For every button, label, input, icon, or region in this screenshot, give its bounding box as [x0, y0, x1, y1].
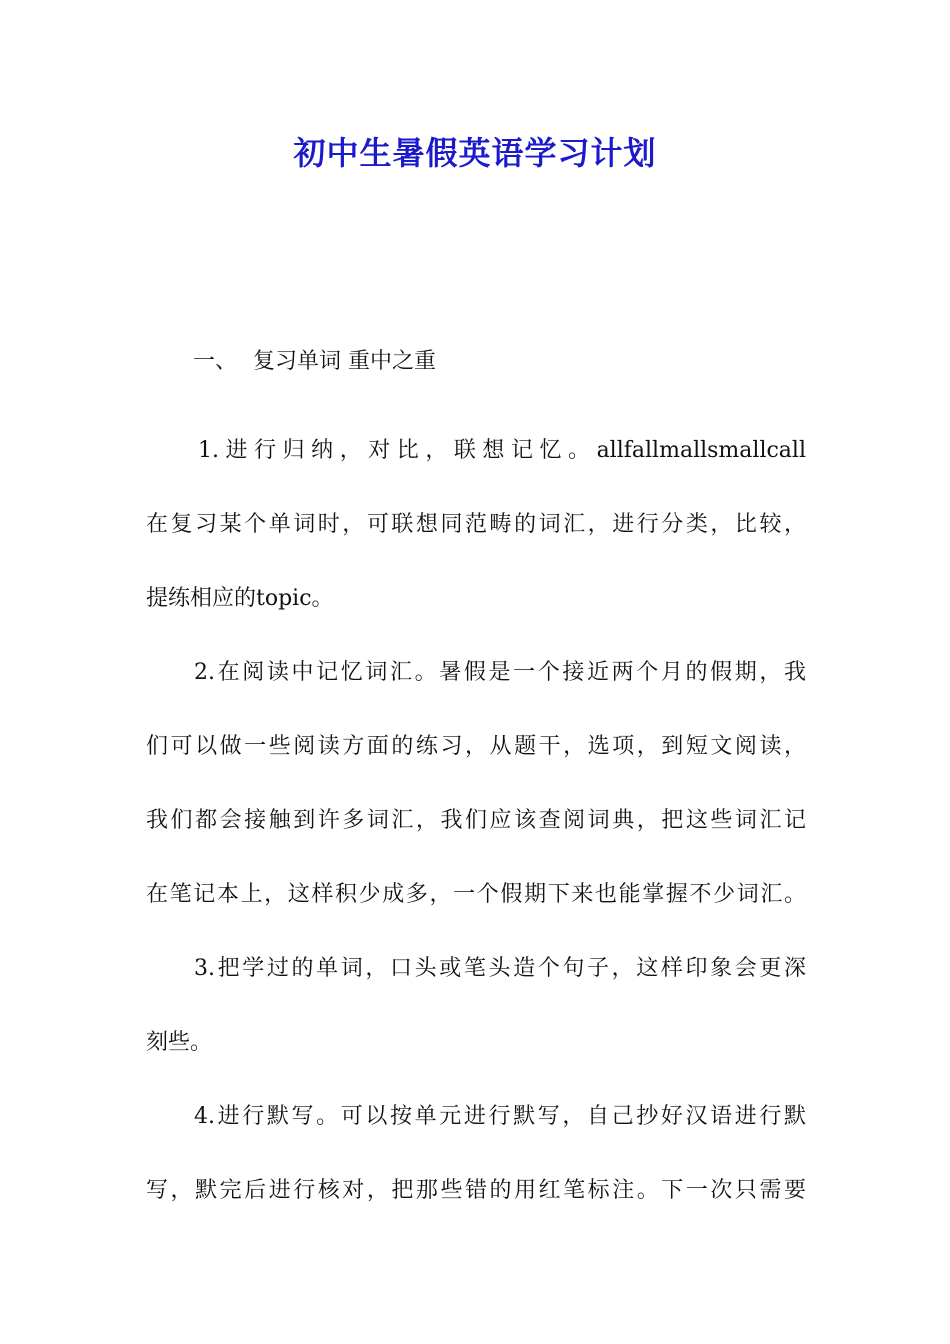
paragraph-line: 在复习某个单词时，可联想同范畴的词汇，进行分类，比较， — [146, 512, 806, 537]
section-heading-text: 复习单词 重中之重 — [253, 349, 436, 374]
paragraph-line: 3.把学过的单词，口头或笔头造个句子，这样印象会更深 — [194, 956, 806, 981]
paragraph-line: 刻些。 — [146, 1030, 213, 1055]
paragraph-line: 4.进行默写。可以按单元进行默写，自己抄好汉语进行默 — [194, 1104, 806, 1129]
paragraph-line: 我们都会接触到许多词汇，我们应该查阅词典，把这些词汇记 — [146, 808, 806, 833]
paragraph-line: 2.在阅读中记忆词汇。暑假是一个接近两个月的假期，我 — [194, 660, 806, 685]
paragraph-line: 写，默完后进行核对，把那些错的用红笔标注。下一次只需要 — [146, 1178, 806, 1203]
section-heading — [193, 344, 436, 375]
paragraph-line: 提练相应的topic。 — [146, 586, 334, 611]
section-number: 一、 — [193, 349, 238, 374]
paragraph-line: 在笔记本上，这样积少成多，一个假期下来也能掌握不少词汇。 — [146, 882, 806, 907]
document-body — [146, 414, 806, 1228]
document-title: 初中生暑假英语学习计划 — [293, 134, 657, 172]
paragraph-line: 们可以做一些阅读方面的练习，从题干，选项，到短文阅读， — [146, 734, 806, 759]
paragraph-line: 1.进行归纳，对比，联想记忆。allfallmallsmallcall — [198, 438, 806, 463]
